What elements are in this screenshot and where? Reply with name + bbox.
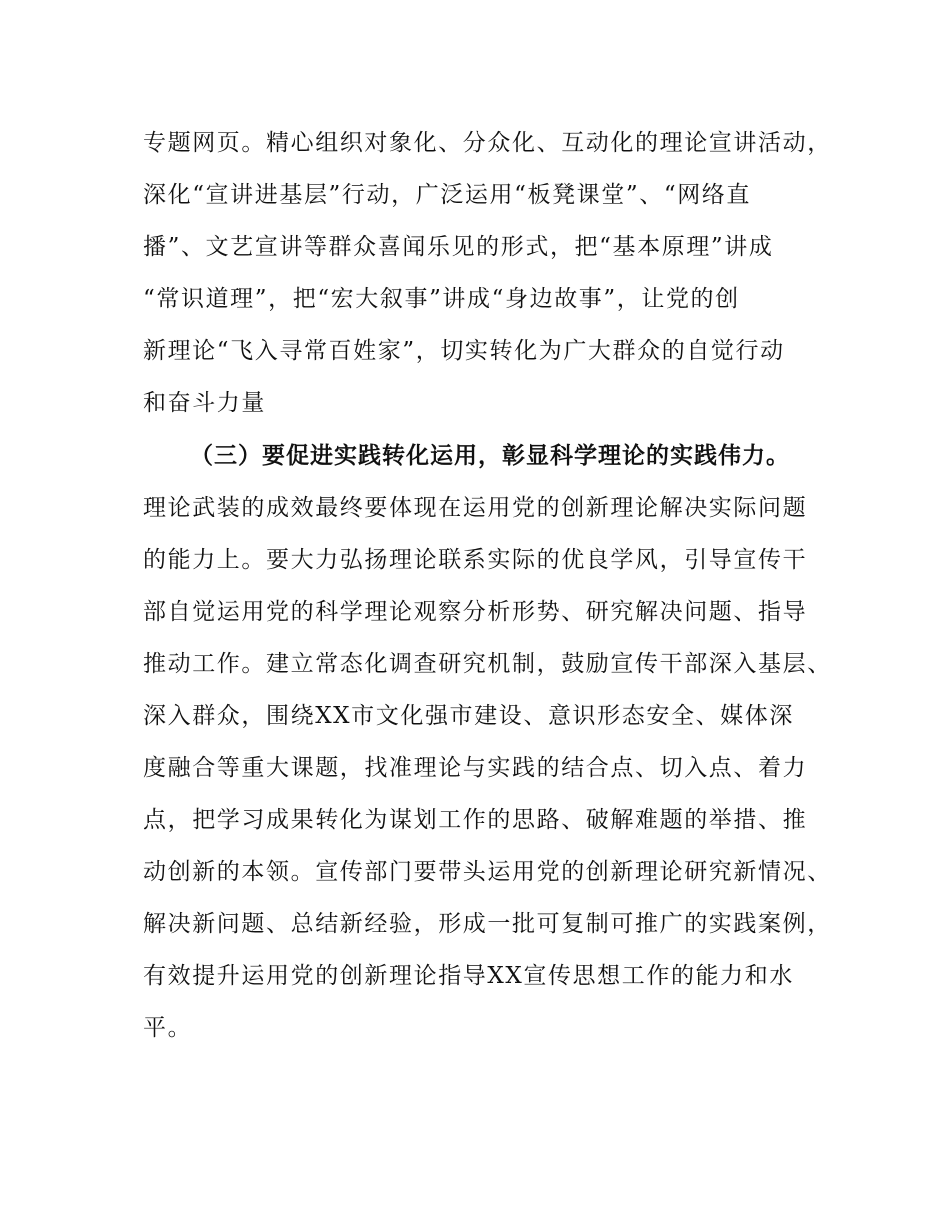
text-line: 平。 — [143, 1015, 193, 1041]
text-line: 度融合等重大课题，找准理论与实践的结合点、切入点、着力 — [143, 755, 808, 781]
text-line: 点，把学习成果转化为谋划工作的思路、破解难题的举措、推 — [143, 807, 808, 833]
text-line: 动创新的本领。宣传部门要带头运用党的创新理论研究新情况、 — [143, 859, 832, 885]
text-line: 的能力上。要大力弘扬理论联系实际的优良学风，引导宣传干 — [143, 547, 808, 573]
text-line: 专题网页。精心组织对象化、分众化、互动化的理论宣讲活动， — [143, 130, 832, 156]
text-line: 播”、文艺宣讲等群众喜闻乐见的形式，把“基本原理”讲成 — [143, 234, 774, 260]
text-line: 有效提升运用党的创新理论指导XX宣传思想工作的能力和水 — [143, 963, 794, 989]
text-line: 深化“宣讲进基层”行动，广泛运用“板凳课堂”、“网络直 — [143, 182, 751, 208]
text-line: 深入群众，围绕XX市文化强市建设、意识形态安全、媒体深 — [143, 703, 794, 729]
text-line: 部自觉运用党的科学理论观察分析形势、研究解决问题、指导 — [143, 599, 808, 625]
text-line: “常识道理”，把“宏大叙事”讲成“身边故事”，让党的创 — [143, 286, 740, 312]
text-line: 解决新问题、总结新经验，形成一批可复制可推广的实践案例， — [143, 911, 832, 937]
text-line: 理论武装的成效最终要体现在运用党的创新理论解决实际问题 — [143, 495, 808, 521]
section-heading: （三）要促进实践转化运用，彰显科学理论的实践伟力。 — [190, 443, 790, 469]
text-line: 新理论“飞入寻常百姓家”，切实转化为广大群众的自觉行动 — [143, 338, 785, 364]
text-line: 推动工作。建立常态化调查研究机制，鼓励宣传干部深入基层、 — [143, 651, 832, 677]
text-line: 和奋斗力量 — [143, 390, 266, 416]
